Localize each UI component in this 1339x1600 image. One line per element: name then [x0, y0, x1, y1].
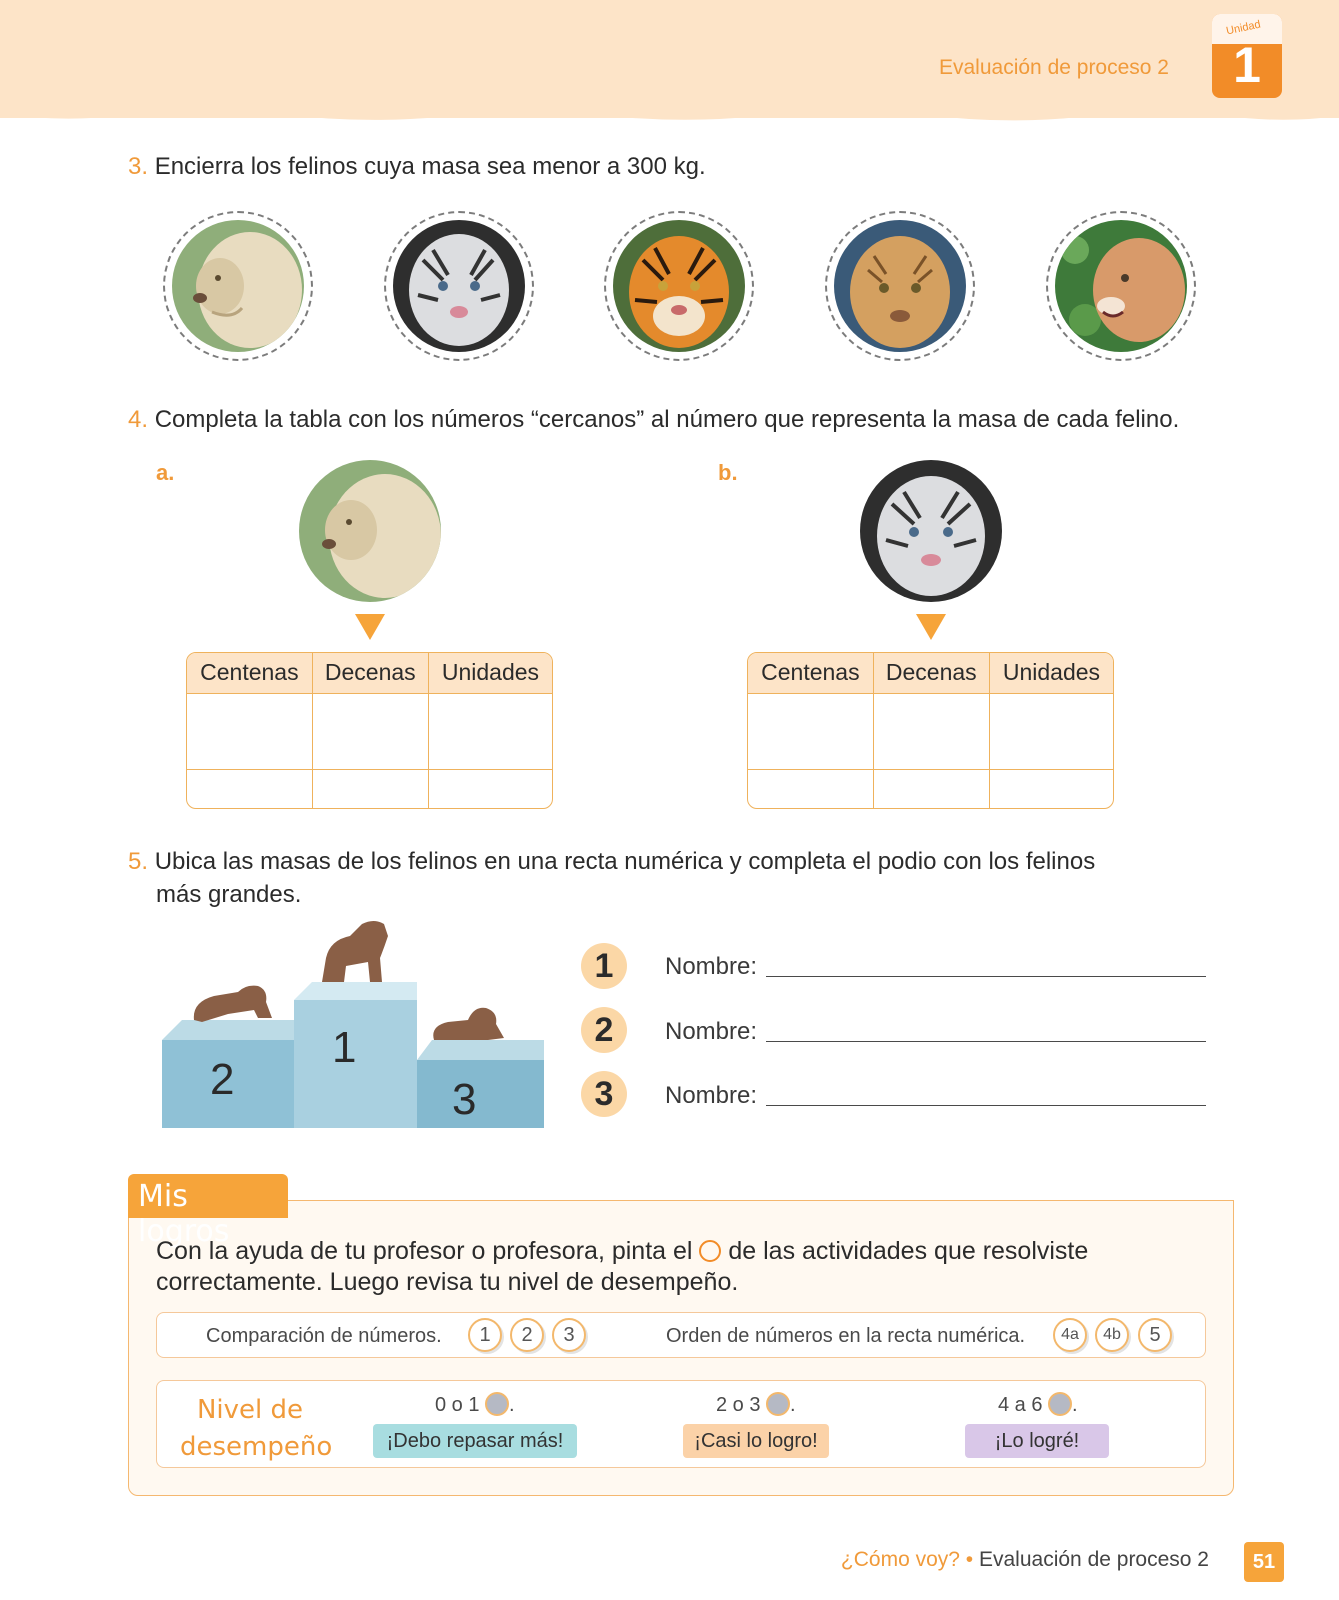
circle-icon	[699, 1240, 721, 1262]
torn-edge	[0, 106, 1339, 132]
performance-title-line2: desempeño	[180, 1432, 333, 1462]
activity-1-circle[interactable]: 1	[468, 1318, 502, 1352]
level-3-chip: ¡Lo logré!	[965, 1424, 1109, 1458]
unit-tab	[1212, 14, 1282, 98]
activity-4b-circle[interactable]: 4b	[1095, 1318, 1129, 1352]
item-a-place-value-table	[186, 652, 553, 809]
topic-1-label: Comparación de números.	[206, 1325, 442, 1347]
cell-a-1-3[interactable]	[428, 693, 552, 770]
cell-a-1-2[interactable]	[312, 693, 428, 770]
level-3-count: 4 a 6 .	[998, 1394, 1078, 1416]
white-tiger-circle[interactable]	[384, 211, 534, 361]
mis-logros-title: Mis logros	[138, 1179, 230, 1249]
question-4-text: Completa la tabla con los números “cercanos” al número que representa la masa de cada felino.	[154, 406, 1180, 433]
rank-3-name-line[interactable]	[766, 1105, 1206, 1106]
item-a-arrow-icon	[355, 614, 385, 640]
level-1-count: 0 o 1 .	[435, 1394, 515, 1416]
cell-a-2-2[interactable]	[312, 770, 428, 808]
unit-number: 1	[1233, 37, 1261, 93]
activity-5-circle[interactable]: 5	[1138, 1318, 1172, 1352]
podium-label-1: 1	[332, 1023, 357, 1072]
question-5-line1: Ubica las masas de los felinos en una recta numérica y completa el podio con los felinos	[154, 848, 1096, 875]
footer-text	[841, 1548, 1209, 1572]
cell-b-2-1[interactable]	[748, 770, 873, 808]
cell-a-2-3[interactable]	[428, 770, 552, 808]
activity-4a-circle[interactable]: 4a	[1053, 1318, 1087, 1352]
rank-3-name-label: Nombre:	[665, 1082, 758, 1109]
rank-1-badge: 1	[581, 943, 627, 989]
instructions-before: Con la ayuda de tu profesor o profesora, pinta el	[156, 1237, 693, 1265]
header-unidades: Unidades	[428, 653, 552, 693]
rank-2-name-line[interactable]	[766, 1041, 1206, 1042]
puma-circle[interactable]	[1046, 211, 1196, 361]
item-a-lion-photo	[299, 460, 441, 602]
topic-2-label: Orden de números en la recta numérica.	[666, 1325, 1026, 1347]
instructions-after: de las actividades que resolviste	[728, 1237, 1089, 1265]
item-b-arrow-icon	[916, 614, 946, 640]
question-4	[128, 403, 1179, 436]
item-b-tiger-photo	[860, 460, 1002, 602]
question-3-number: 3.	[128, 153, 149, 180]
question-5-line2: más grandes.	[156, 881, 302, 908]
cell-b-1-1[interactable]	[748, 693, 873, 770]
performance-title	[180, 1392, 333, 1466]
item-a-letter: a.	[156, 460, 175, 485]
mis-logros-tab	[128, 1174, 288, 1249]
bengal-tiger-photo	[613, 220, 745, 352]
header-centenas: Centenas	[748, 653, 873, 693]
level-1-count-text: 0 o 1	[435, 1394, 480, 1416]
level-2-count: 2 o 3 .	[716, 1394, 796, 1416]
cell-b-2-3[interactable]	[989, 770, 1113, 808]
footer-section: Evaluación de proceso 2	[979, 1548, 1209, 1571]
level-1-chip: ¡Debo repasar más!	[373, 1424, 577, 1458]
podium-illustration	[162, 918, 544, 1128]
cell-b-1-3[interactable]	[989, 693, 1113, 770]
cell-b-1-2[interactable]	[873, 693, 989, 770]
liger-circle[interactable]	[825, 211, 975, 361]
header-decenas: Decenas	[312, 653, 428, 693]
level-3-count-text: 4 a 6	[998, 1394, 1043, 1416]
painted-circle-icon	[485, 1392, 509, 1416]
header-unidades: Unidades	[989, 653, 1113, 693]
header-decenas: Decenas	[873, 653, 989, 693]
footer-accent: ¿Cómo voy?	[840, 1548, 960, 1571]
level-2-count-text: 2 o 3	[716, 1394, 761, 1416]
question-3-text: Encierra los felinos cuya masa sea menor a 300 kg.	[154, 153, 706, 180]
puma-photo	[1055, 220, 1187, 352]
white-lion-photo	[172, 220, 304, 352]
activity-2-circle[interactable]: 2	[510, 1318, 544, 1352]
painted-circle-icon	[766, 1392, 790, 1416]
rank-1-name-label: Nombre:	[665, 953, 758, 980]
header-centenas: Centenas	[187, 653, 312, 693]
question-5-number: 5.	[128, 848, 149, 875]
activity-3-circle[interactable]: 3	[552, 1318, 586, 1352]
rank-1-name-line[interactable]	[766, 976, 1206, 977]
question-5-continuation	[156, 878, 301, 911]
question-3	[128, 150, 706, 183]
instructions-line2: correctamente. Luego revisa tu nivel de desempeño.	[156, 1268, 739, 1296]
podium-label-3: 3	[452, 1075, 477, 1124]
rank-2-name-label: Nombre:	[665, 1018, 758, 1045]
cell-a-2-1[interactable]	[187, 770, 312, 808]
page-number: 51	[1244, 1542, 1284, 1582]
unit-word: Unidad	[1225, 18, 1262, 38]
bengal-tiger-circle[interactable]	[604, 211, 754, 361]
cell-a-1-1[interactable]	[187, 693, 312, 770]
footer-bullet: •	[965, 1548, 974, 1571]
rank-2-badge: 2	[581, 1007, 627, 1053]
mis-logros-instructions	[156, 1236, 1156, 1298]
cell-b-2-2[interactable]	[873, 770, 989, 808]
question-4-number: 4.	[128, 406, 149, 433]
level-2-chip: ¡Casi lo logro!	[683, 1424, 829, 1458]
podium-label-2: 2	[210, 1055, 235, 1104]
item-b-place-value-table	[747, 652, 1114, 809]
performance-title-line1: Nivel de	[196, 1395, 304, 1425]
header-title: Evaluación de proceso 2	[939, 56, 1169, 79]
painted-circle-icon	[1048, 1392, 1072, 1416]
question-5	[128, 845, 1095, 878]
white-tiger-photo	[393, 220, 525, 352]
rank-3-badge: 3	[581, 1071, 627, 1117]
liger-photo	[834, 220, 966, 352]
white-lion-circle[interactable]	[163, 211, 313, 361]
item-b-letter: b.	[718, 460, 738, 485]
